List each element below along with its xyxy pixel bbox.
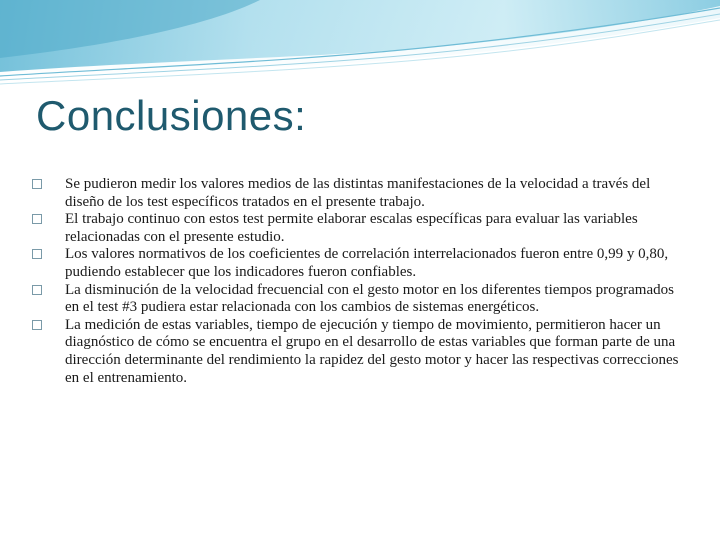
list-item xyxy=(30,211,690,246)
slide-title: Conclusiones: xyxy=(36,92,307,139)
list-item xyxy=(30,246,690,281)
square-bullet-icon xyxy=(32,320,42,330)
list-item-text: Los valores normativos de los coeficientes de correlación interrelacionados fueron entre 0,99 y 0,80, pudiendo establecer que los indicadores fueron confiables. xyxy=(65,246,669,280)
square-bullet-icon xyxy=(32,285,42,295)
square-bullet-icon xyxy=(32,179,42,189)
list-item-text: El trabajo continuo con estos test permite elaborar escalas específicas para evaluar las variables relacionadas con el presente estudio. xyxy=(65,211,638,245)
header-wave-decoration xyxy=(0,0,720,90)
list-item-text: La medición de estas variables, tiempo de ejecución y tiempo de movimiento, permitieron hacer un diagnóstico de cómo se encuentra el grupo en el desarrollo de estas variables que forman parte de una dirección determinante del rendimiento la rapidez del gesto motor y hacer las respectivas correcciones en el entrenamiento. xyxy=(65,316,679,386)
list-item-text: La disminución de la velocidad frecuencial con el gesto motor en los diferentes tiempos programados en el test #3 pudiera estar relacionada con los cambios de sistemas energéticos. xyxy=(65,281,674,316)
list-item-text: Se pudieron medir los valores medios de las distintas manifestaciones de la velocidad a través del diseño de los test específicos tratados en el presente trabajo. xyxy=(65,176,651,210)
list-item xyxy=(30,282,690,317)
list-item xyxy=(30,176,690,211)
conclusions-list xyxy=(30,176,690,387)
square-bullet-icon xyxy=(32,214,42,224)
list-item xyxy=(30,317,690,387)
square-bullet-icon xyxy=(32,249,42,259)
